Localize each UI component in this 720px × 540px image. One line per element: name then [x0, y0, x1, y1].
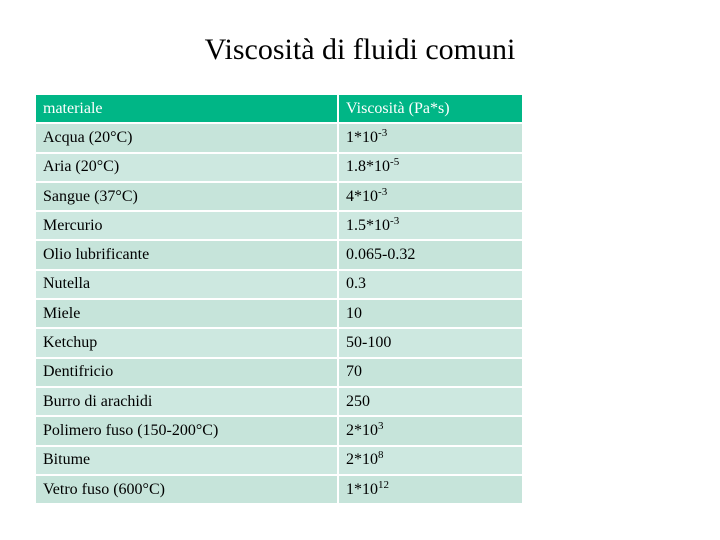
- viscosity-value: 50-100: [346, 334, 392, 352]
- table-row: [36, 212, 524, 241]
- viscosity-cell: [339, 359, 524, 388]
- viscosity-exponent: 8: [378, 449, 384, 462]
- viscosity-value: 0.3: [346, 275, 367, 293]
- material-cell: Aria (20°C): [36, 154, 339, 183]
- table-body: [36, 124, 524, 505]
- viscosity-cell: [339, 300, 524, 329]
- viscosity-cell: [339, 183, 524, 212]
- viscosity-cell: [339, 271, 524, 300]
- column-header-viscosity: Viscosità (Pa*s): [339, 95, 524, 124]
- material-cell: Mercurio: [36, 212, 339, 241]
- viscosity-exponent: -3: [378, 185, 388, 198]
- viscosity-value: 2*10: [346, 421, 379, 439]
- table-row: [36, 417, 524, 446]
- material-cell: Ketchup: [36, 329, 339, 358]
- page-title: Viscosità di fluidi comuni: [204, 33, 516, 66]
- viscosity-value: 2*10: [346, 451, 379, 469]
- table-row: [36, 300, 524, 329]
- material-cell: Nutella: [36, 271, 339, 300]
- viscosity-cell: [339, 154, 524, 183]
- viscosity-exponent: -3: [390, 214, 400, 227]
- table-row: [36, 388, 524, 417]
- table-row: [36, 476, 524, 505]
- viscosity-value: 1.5*10: [346, 216, 391, 234]
- viscosity-value: 1*10: [346, 480, 379, 498]
- viscosity-cell: [339, 447, 524, 476]
- table-row: [36, 447, 524, 476]
- material-cell: Burro di arachidi: [36, 388, 339, 417]
- viscosity-value: 10: [346, 304, 363, 322]
- table-row: [36, 154, 524, 183]
- material-cell: Sangue (37°C): [36, 183, 339, 212]
- material-cell: Vetro fuso (600°C): [36, 476, 339, 505]
- viscosity-value: 0.065-0.32: [346, 246, 416, 264]
- material-cell: Miele: [36, 300, 339, 329]
- viscosity-value: 4*10: [346, 187, 379, 205]
- table-row: [36, 183, 524, 212]
- viscosity-exponent: -3: [378, 126, 388, 139]
- column-header-material: materiale: [36, 95, 339, 124]
- material-cell: Bitume: [36, 447, 339, 476]
- table-row: [36, 271, 524, 300]
- material-cell: Olio lubrificante: [36, 241, 339, 270]
- table-row: [36, 329, 524, 358]
- viscosity-exponent: 3: [378, 419, 384, 432]
- viscosity-cell: [339, 212, 524, 241]
- material-cell: Polimero fuso (150-200°C): [36, 417, 339, 446]
- viscosity-table: [36, 95, 524, 505]
- material-cell: Acqua (20°C): [36, 124, 339, 153]
- viscosity-exponent: 12: [378, 478, 390, 491]
- viscosity-value: 250: [346, 392, 371, 410]
- viscosity-cell: [339, 476, 524, 505]
- viscosity-cell: [339, 388, 524, 417]
- material-cell: Dentifricio: [36, 359, 339, 388]
- viscosity-cell: [339, 241, 524, 270]
- table-row: [36, 359, 524, 388]
- viscosity-cell: [339, 124, 524, 153]
- table-header-row: [36, 95, 524, 124]
- viscosity-value: 1*10: [346, 128, 379, 146]
- viscosity-exponent: -5: [390, 156, 400, 169]
- table-row: [36, 241, 524, 270]
- table-row: [36, 124, 524, 153]
- viscosity-value: 1.8*10: [346, 158, 391, 176]
- viscosity-cell: [339, 329, 524, 358]
- viscosity-cell: [339, 417, 524, 446]
- viscosity-value: 70: [346, 363, 363, 381]
